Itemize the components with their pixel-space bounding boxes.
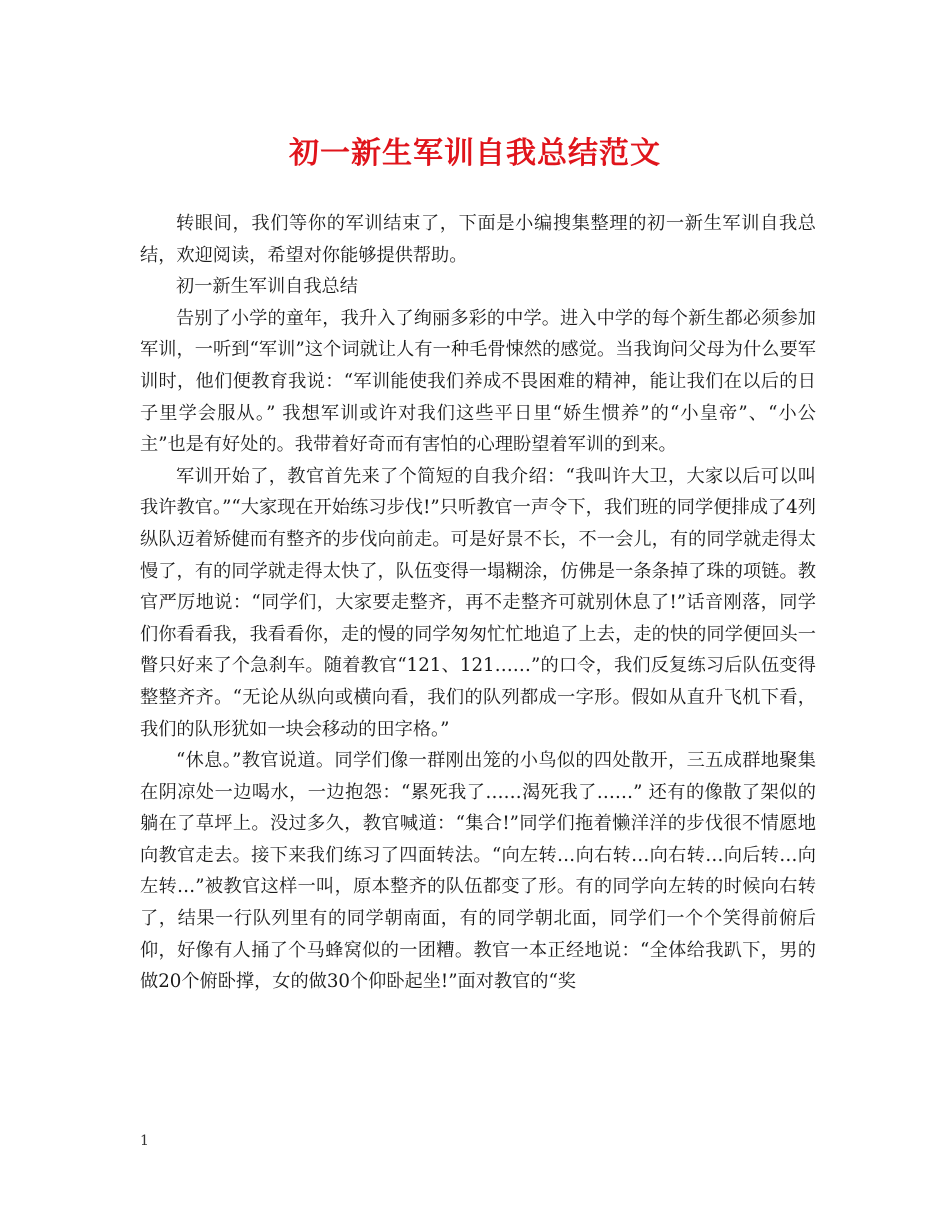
page-number: 1 — [140, 1133, 149, 1149]
document-body — [140, 208, 816, 998]
document-title: 初一新生军训自我总结范文 — [289, 136, 661, 171]
body-paragraph: 军训开始了，教官首先来了个简短的自我介绍：“我叫许大卫，大家以后可以叫我许教官。”“大家现在开始练习步伐!”只听教官一声令下，我们班的同学便排成了4列纵队迈着矫健而有整齐的步伐向前走。可是好景不长，不一会儿，有的同学就走得太慢了，有的同学就走得太快了，队伍变得一塌糊涂，仿佛是一条条掉了珠的项链。教官严厉地说：“同学们，大家要走整齐，再不走整齐可就别休息了!”话音刚落，同学们你看看我，我看看你，走的慢的同学匆匆忙忙地追了上去，走的快的同学便回头一瞥只好来了个急刹车。随着教官“121、121……”的口令，我们反复练习后队伍变得整整齐齐。“无论从纵向或横向看，我们的队列都成一字形。假如从直升飞机下看，我们的队形犹如一块会移动的田字格。” — [140, 465, 816, 740]
section-heading: 初一新生军训自我总结 — [176, 276, 358, 298]
intro-paragraph: 转眼间，我们等你的军训结束了，下面是小编搜集整理的初一新生军训自我总结，欢迎阅读，希望对你能够提供帮助。 — [140, 213, 816, 266]
body-paragraph: “休息。”教官说道。同学们像一群刚出笼的小鸟似的四处散开，三五成群地聚集在阴凉处一边喝水，一边抱怨：“累死我了……渴死我了……” 还有的像散了架似的躺在了草坪上。没过多久，教官喊道：“集合!”同学们拖着懒洋洋的步伐很不情愿地向教官走去。接下来我们练习了四面转法。“向左转…向右转…向右转…向后转…向左转…”被教官这样一叫，原本整齐的队伍都变了形。有的同学向左转的时候向右转了，结果一行队列里有的同学朝南面，有的同学朝北面，同学们一个个笑得前俯后仰，好像有人捅了个马蜂窝似的一团糟。教官一本正经地说：“全体给我趴下，男的做20个俯卧撑，女的做30个仰卧起坐!”面对教官的“奖 — [140, 750, 816, 993]
body-paragraph: 告别了小学的童年，我升入了绚丽多彩的中学。进入中学的每个新生都必须参加军训，一听到“军训”这个词就让人有一种毛骨悚然的感觉。当我询问父母为什么要军训时，他们便教育我说：“军训能使我们养成不畏困难的精神，能让我们在以后的日子里学会服从。” 我想军训或许对我们这些平日里“娇生惯养”的“小皇帝”、“小公主”也是有好处的。我带着好奇而有害怕的心理盼望着军训的到来。 — [140, 307, 816, 456]
